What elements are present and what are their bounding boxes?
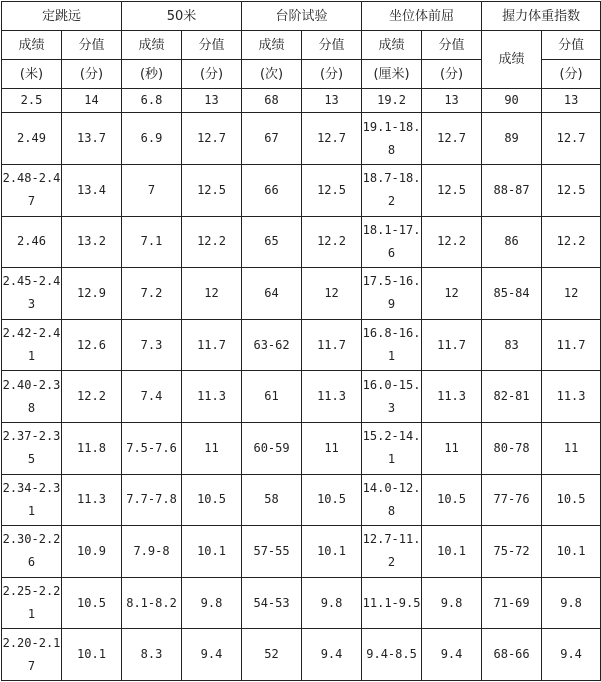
unit-label: (厘米) [362, 60, 422, 89]
table-cell: 12.7 [422, 113, 482, 165]
table-cell: 12 [182, 268, 242, 320]
column-header: 成绩 [362, 31, 422, 60]
table-cell: 14.0-12.8 [362, 474, 422, 526]
table-cell: 2.20-2.17 [2, 629, 62, 681]
table-cell: 9.4 [542, 629, 601, 681]
table-cell: 9.8 [542, 577, 601, 629]
table-row [2, 474, 601, 526]
table-cell: 60-59 [242, 422, 302, 474]
table-cell: 13 [302, 89, 362, 113]
table-cell: 10.5 [422, 474, 482, 526]
table-cell: 2.42-2.41 [2, 319, 62, 371]
column-header-row [2, 31, 601, 60]
table-cell: 2.49 [2, 113, 62, 165]
category-header: 台阶试验 [242, 2, 362, 31]
category-header-row [2, 2, 601, 31]
table-cell: 9.8 [182, 577, 242, 629]
category-header: 定跳远 [2, 2, 122, 31]
table-cell: 11.1-9.5 [362, 577, 422, 629]
unit-label: (分) [422, 60, 482, 89]
unit-label: (米) [2, 60, 62, 89]
column-header: 分值 [422, 31, 482, 60]
score-table [1, 1, 601, 681]
table-cell: 12.7 [182, 113, 242, 165]
table-cell: 10.5 [62, 577, 122, 629]
table-cell: 10.1 [182, 526, 242, 578]
table-cell: 2.48-2.47 [2, 164, 62, 216]
table-row [2, 629, 601, 681]
table-cell: 6.9 [122, 113, 182, 165]
column-header: 分值 [302, 31, 362, 60]
table-cell: 10.1 [62, 629, 122, 681]
table-cell: 9.4 [302, 629, 362, 681]
table-cell: 2.46 [2, 216, 62, 268]
table-cell: 12.2 [182, 216, 242, 268]
table-row [2, 422, 601, 474]
column-header: 分值 [542, 31, 601, 60]
table-cell: 7.1 [122, 216, 182, 268]
table-cell: 11.7 [302, 319, 362, 371]
column-header: 成绩 [2, 31, 62, 60]
table-row [2, 577, 601, 629]
category-header: 50米 [122, 2, 242, 31]
table-cell: 77-76 [482, 474, 542, 526]
table-cell: 19.2 [362, 89, 422, 113]
table-cell: 12.7-11.2 [362, 526, 422, 578]
table-cell: 12.5 [302, 164, 362, 216]
table-cell: 11.7 [542, 319, 601, 371]
column-header: 成绩 [242, 31, 302, 60]
table-cell: 8.1-8.2 [122, 577, 182, 629]
category-header: 握力体重指数 [482, 2, 601, 31]
unit-label: (分) [302, 60, 362, 89]
category-header: 坐位体前屈 [362, 2, 482, 31]
table-cell: 7.5-7.6 [122, 422, 182, 474]
table-cell: 83 [482, 319, 542, 371]
table-cell: 12.2 [62, 371, 122, 423]
table-cell: 12.5 [542, 164, 601, 216]
table-cell: 10.1 [542, 526, 601, 578]
table-cell: 12.7 [302, 113, 362, 165]
table-cell: 12.5 [422, 164, 482, 216]
table-cell: 11.3 [62, 474, 122, 526]
table-cell: 11 [542, 422, 601, 474]
table-cell: 19.1-18.8 [362, 113, 422, 165]
table-cell: 71-69 [482, 577, 542, 629]
table-cell: 2.34-2.31 [2, 474, 62, 526]
table-cell: 7.3 [122, 319, 182, 371]
table-cell: 15.2-14.1 [362, 422, 422, 474]
table-cell: 10.1 [302, 526, 362, 578]
table-cell: 2.25-2.21 [2, 577, 62, 629]
table-cell: 7.9-8 [122, 526, 182, 578]
table-cell: 82-81 [482, 371, 542, 423]
table-cell: 11 [302, 422, 362, 474]
table-cell: 9.4 [422, 629, 482, 681]
table-cell: 13.7 [62, 113, 122, 165]
table-cell: 12.9 [62, 268, 122, 320]
table-cell: 2.40-2.38 [2, 371, 62, 423]
table-cell: 90 [482, 89, 542, 113]
table-cell: 7.7-7.8 [122, 474, 182, 526]
table-cell: 10.1 [422, 526, 482, 578]
table-row [2, 164, 601, 216]
table-cell: 52 [242, 629, 302, 681]
table-cell: 11.8 [62, 422, 122, 474]
table-cell: 66 [242, 164, 302, 216]
table-cell: 8.3 [122, 629, 182, 681]
table-cell: 11.3 [182, 371, 242, 423]
table-cell: 57-55 [242, 526, 302, 578]
table-cell: 9.8 [302, 577, 362, 629]
table-cell: 2.37-2.35 [2, 422, 62, 474]
table-cell: 7 [122, 164, 182, 216]
table-cell: 88-87 [482, 164, 542, 216]
table-cell: 11.3 [542, 371, 601, 423]
table-cell: 16.8-16.1 [362, 319, 422, 371]
column-header: 分值 [182, 31, 242, 60]
column-header: 成绩 [122, 31, 182, 60]
table-cell: 11.3 [302, 371, 362, 423]
table-cell: 12.5 [182, 164, 242, 216]
table-cell: 11 [422, 422, 482, 474]
column-header: 成绩 [482, 31, 542, 89]
column-header: 分值 [62, 31, 122, 60]
table-cell: 12.6 [62, 319, 122, 371]
table-cell: 2.30-2.26 [2, 526, 62, 578]
table-cell: 18.1-17.6 [362, 216, 422, 268]
table-cell: 7.2 [122, 268, 182, 320]
table-cell: 12.2 [422, 216, 482, 268]
table-cell: 14 [62, 89, 122, 113]
table-cell: 10.5 [302, 474, 362, 526]
table-cell: 64 [242, 268, 302, 320]
table-row [2, 268, 601, 320]
table-cell: 11.7 [422, 319, 482, 371]
table-cell: 9.4-8.5 [362, 629, 422, 681]
table-cell: 12.2 [542, 216, 601, 268]
table-body [2, 89, 601, 681]
table-row [2, 371, 601, 423]
table-cell: 68 [242, 89, 302, 113]
table-cell: 10.9 [62, 526, 122, 578]
table-row [2, 319, 601, 371]
table-cell: 54-53 [242, 577, 302, 629]
table-cell: 68-66 [482, 629, 542, 681]
table-row [2, 113, 601, 165]
table-cell: 12.2 [302, 216, 362, 268]
unit-label: (分) [542, 60, 601, 89]
table-cell: 13.4 [62, 164, 122, 216]
table-cell: 86 [482, 216, 542, 268]
table-cell: 12 [422, 268, 482, 320]
table-cell: 75-72 [482, 526, 542, 578]
table-cell: 11 [182, 422, 242, 474]
table-cell: 12.7 [542, 113, 601, 165]
table-cell: 16.0-15.3 [362, 371, 422, 423]
table-cell: 10.5 [542, 474, 601, 526]
table-cell: 9.4 [182, 629, 242, 681]
table-row [2, 89, 601, 113]
table-cell: 2.45-2.43 [2, 268, 62, 320]
table-cell: 58 [242, 474, 302, 526]
unit-label: (次) [242, 60, 302, 89]
table-cell: 12 [302, 268, 362, 320]
unit-label: (秒) [122, 60, 182, 89]
table-cell: 13 [542, 89, 601, 113]
table-cell: 2.5 [2, 89, 62, 113]
table-cell: 12 [542, 268, 601, 320]
table-cell: 9.8 [422, 577, 482, 629]
table-cell: 6.8 [122, 89, 182, 113]
table-row [2, 526, 601, 578]
table-cell: 17.5-16.9 [362, 268, 422, 320]
table-cell: 61 [242, 371, 302, 423]
table-cell: 7.4 [122, 371, 182, 423]
table-cell: 13.2 [62, 216, 122, 268]
table-cell: 85-84 [482, 268, 542, 320]
table-cell: 89 [482, 113, 542, 165]
table-cell: 13 [422, 89, 482, 113]
table-cell: 63-62 [242, 319, 302, 371]
table-cell: 11.7 [182, 319, 242, 371]
table-cell: 67 [242, 113, 302, 165]
table-cell: 65 [242, 216, 302, 268]
table-cell: 13 [182, 89, 242, 113]
table-cell: 18.7-18.2 [362, 164, 422, 216]
table-cell: 80-78 [482, 422, 542, 474]
table-cell: 10.5 [182, 474, 242, 526]
table-cell: 11.3 [422, 371, 482, 423]
table-row [2, 216, 601, 268]
unit-label: (分) [182, 60, 242, 89]
unit-label: (分) [62, 60, 122, 89]
